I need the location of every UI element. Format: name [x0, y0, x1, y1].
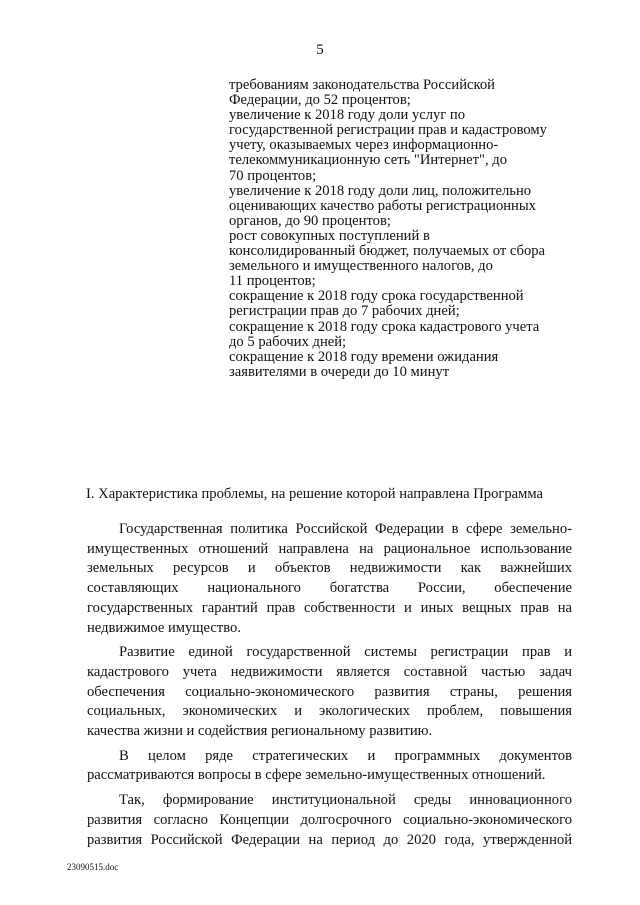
target-line: государственной регистрации прав и кадастровому — [229, 122, 547, 139]
target-line: Федерации, до 52 процентов; — [229, 92, 411, 109]
text-line: государственных гарантий прав собственности и иных вещных прав на — [87, 599, 572, 616]
text-line: недвижимое имущество. — [87, 619, 241, 636]
text-line: В целом ряде стратегических и программных документов — [119, 747, 572, 764]
footer-filename: 23090515.doc — [67, 862, 119, 872]
target-line: телекоммуникационную сеть "Интернет", до — [229, 152, 508, 169]
text-line: составляющих национального богатства России, обеспечение — [87, 580, 572, 597]
paragraph-strategic-documents — [87, 747, 572, 786]
text-line: рассматриваются вопросы в сфере земельно-имущественных отношений. — [87, 767, 546, 784]
target-line: сокращение к 2018 году срока кадастрового учета — [229, 318, 540, 335]
target-line: 70 процентов; — [229, 167, 317, 184]
text-line: имущественных отношений направлена на рациональное использование — [87, 540, 572, 557]
target-line: увеличение к 2018 году доли лиц, положительно — [229, 182, 532, 199]
text-line: качества жизни и содействия региональному развитию. — [87, 723, 433, 740]
target-line: консолидированный бюджет, получаемых от сбора — [229, 243, 546, 260]
text-line: Государственная политика Российской Федерации в сфере земельно- — [119, 521, 572, 537]
target-indicators-list — [229, 78, 569, 380]
target-line: сокращение к 2018 году срока государственной — [229, 288, 524, 305]
paragraph-registration-system — [87, 643, 572, 742]
paragraph-institutional-environment — [87, 791, 572, 850]
text-line: развития согласно Концепции долгосрочного социально-экономического — [87, 811, 572, 828]
paragraph-state-policy — [87, 520, 572, 638]
text-line: земельных ресурсов и объектов недвижимости как важнейших — [87, 560, 572, 577]
target-line: требованиям законодательства Российской — [229, 77, 495, 93]
target-line: регистрации прав до 7 рабочих дней; — [229, 303, 460, 320]
target-line: земельного и имущественного налогов, до — [229, 258, 493, 275]
target-line: рост совокупных поступлений в — [229, 227, 430, 244]
text-line: кадастрового учета недвижимости является составной частью задач — [87, 663, 572, 680]
text-line: Так, формирование институциональной среды инновационного — [119, 792, 572, 809]
target-line: заявителями в очереди до 10 минут — [229, 363, 450, 380]
target-line: увеличение к 2018 году доли услуг по — [229, 107, 466, 124]
target-line: учету, оказываемых через информационно- — [229, 137, 499, 154]
body-text — [87, 520, 572, 855]
text-line: Развитие единой государственной системы регистрации прав и — [119, 644, 572, 661]
target-line: оценивающих качество работы регистрационных — [229, 197, 536, 214]
page-number: 5 — [316, 42, 324, 58]
text-line: развития Российской Федерации на период до 2020 года, утвержденной — [87, 831, 572, 848]
target-line: органов, до 90 процентов; — [229, 212, 391, 229]
target-line: 11 процентов; — [229, 273, 316, 290]
text-line: обеспечения социально-экономического развития страны, решения — [87, 683, 572, 700]
text-line: социальных, экономических и экологических проблем, повышения — [87, 703, 572, 720]
target-line: сокращение к 2018 году времени ожидания — [229, 348, 499, 365]
section-heading: I. Характеристика проблемы, на решение которой направлена Программа — [86, 486, 544, 502]
target-line: до 5 рабочих дней; — [229, 333, 347, 350]
